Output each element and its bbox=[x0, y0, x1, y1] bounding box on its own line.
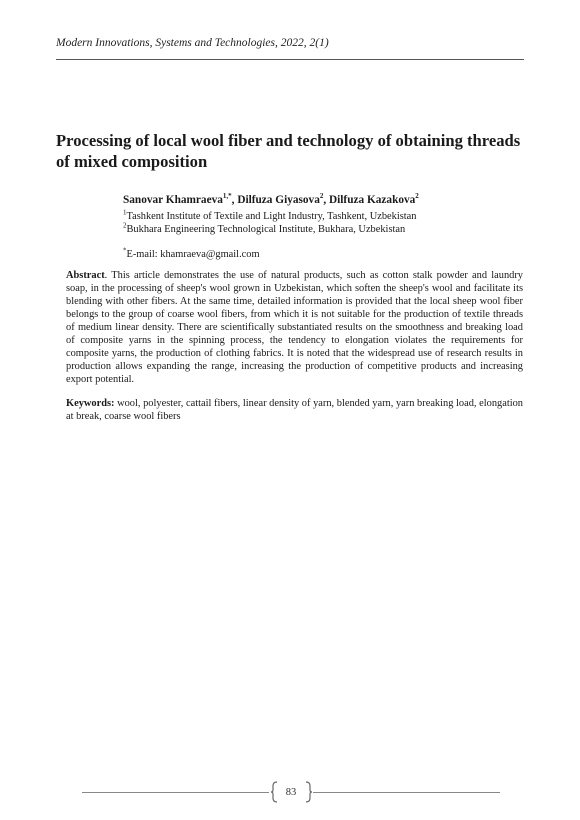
affiliation-text: Bukhara Engineering Technological Institute, Bukhara, Uzbekistan bbox=[126, 224, 406, 235]
author-separator: , bbox=[323, 194, 329, 206]
abstract-text: . This article demonstrates the use of natural products, such as cotton stalk powder and laundry soap, in the processing of sheep's wool grown in Uzbekistan, which soften the sheep's wool and facilitate its blending with other fibers. At the same time, detailed information is provided that the local sheep wool fiber belongs to the group of coarse wool fibers, from which it is not suitable for the production of textile threads of medium linear density. There are scientifically substantiated results on the smoothness and breaking load of composite yarns in the spinning process, the tendency to elongation violates the requirements for composite yarns, the production of clothing fabrics. It is noted that the widespread use of research results in production allows expanding the range, increasing the production of competitive products and increasing export potential. bbox=[66, 270, 523, 385]
affiliation-text: Tashkent Institute of Textile and Light Industry, Tashkent, Uzbekistan bbox=[126, 211, 417, 222]
affiliation-superscript: 1 bbox=[123, 208, 127, 217]
author-separator: , bbox=[231, 194, 238, 206]
author-superscript: 1,* bbox=[222, 192, 232, 201]
author-list bbox=[123, 194, 419, 206]
left-brace-icon bbox=[270, 781, 278, 803]
keywords-text: wool, polyester, cattail fibers, linear density of yarn, blended yarn, yarn breaking load, elongation at break, coarse wool fibers bbox=[66, 398, 523, 422]
abstract bbox=[66, 270, 523, 387]
footer-rule-left bbox=[82, 792, 269, 793]
footer-rule-right bbox=[313, 792, 500, 793]
contact-email bbox=[123, 246, 260, 260]
author-name: Dilfuza Giyasova bbox=[237, 194, 320, 206]
email-text: E-mail: khamraeva@gmail.com bbox=[126, 249, 260, 260]
abstract-label: Abstract bbox=[66, 270, 105, 281]
email-superscript: * bbox=[123, 246, 127, 255]
author-superscript: 2 bbox=[319, 192, 324, 201]
affiliation bbox=[123, 221, 406, 235]
author-name: Sanovar Khamraeva bbox=[123, 194, 223, 206]
keywords-label: Keywords: bbox=[66, 398, 115, 409]
header-rule bbox=[56, 59, 524, 60]
affiliation bbox=[123, 208, 417, 222]
journal-header: Modern Innovations, Systems and Technologies, 2022, 2(1) bbox=[56, 37, 329, 49]
right-brace-icon bbox=[305, 781, 313, 803]
keywords bbox=[66, 398, 523, 424]
page-number: 83 bbox=[285, 787, 297, 798]
author-name: Dilfuza Kazakova bbox=[329, 194, 416, 206]
paper-title: Processing of local wool fiber and technology of obtaining threads of mixed composition bbox=[56, 131, 521, 171]
affiliation-superscript: 2 bbox=[123, 221, 127, 230]
author-superscript: 2 bbox=[415, 192, 419, 201]
